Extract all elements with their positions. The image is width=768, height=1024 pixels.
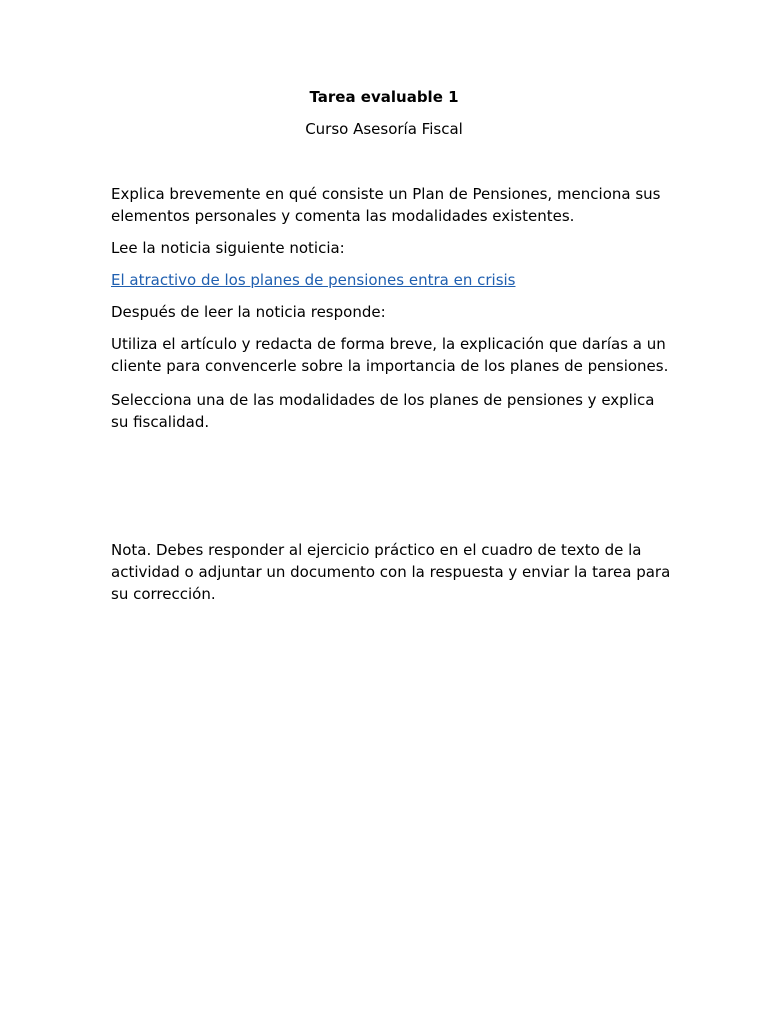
paragraph-read-news: Lee la noticia siguiente noticia: (111, 239, 345, 257)
news-article-link[interactable]: El atractivo de los planes de pensiones entra en crisis (111, 271, 516, 289)
paragraph-note: Nota. Debes responder al ejercicio práctico en el cuadro de texto de la actividad o adjuntar un documento con la respuesta y enviar la tarea para su corrección. (111, 541, 671, 603)
news-link-paragraph (111, 269, 671, 291)
paragraph-question-1: Explica brevemente en qué consiste un Plan de Pensiones, menciona sus elementos personales y comenta las modalidades existentes. (111, 185, 661, 225)
document-title: Tarea evaluable 1 (309, 88, 459, 106)
paragraph-after-reading: Después de leer la noticia responde: (111, 303, 386, 321)
document-subtitle: Curso Asesoría Fiscal (305, 120, 463, 138)
paragraph-question-3: Selecciona una de las modalidades de los planes de pensiones y explica su fiscalidad. (111, 391, 655, 431)
paragraph-question-2: Utiliza el artículo y redacta de forma breve, la explicación que darías a un cliente para convencerle sobre la importancia de los planes de pensiones. (111, 335, 669, 375)
